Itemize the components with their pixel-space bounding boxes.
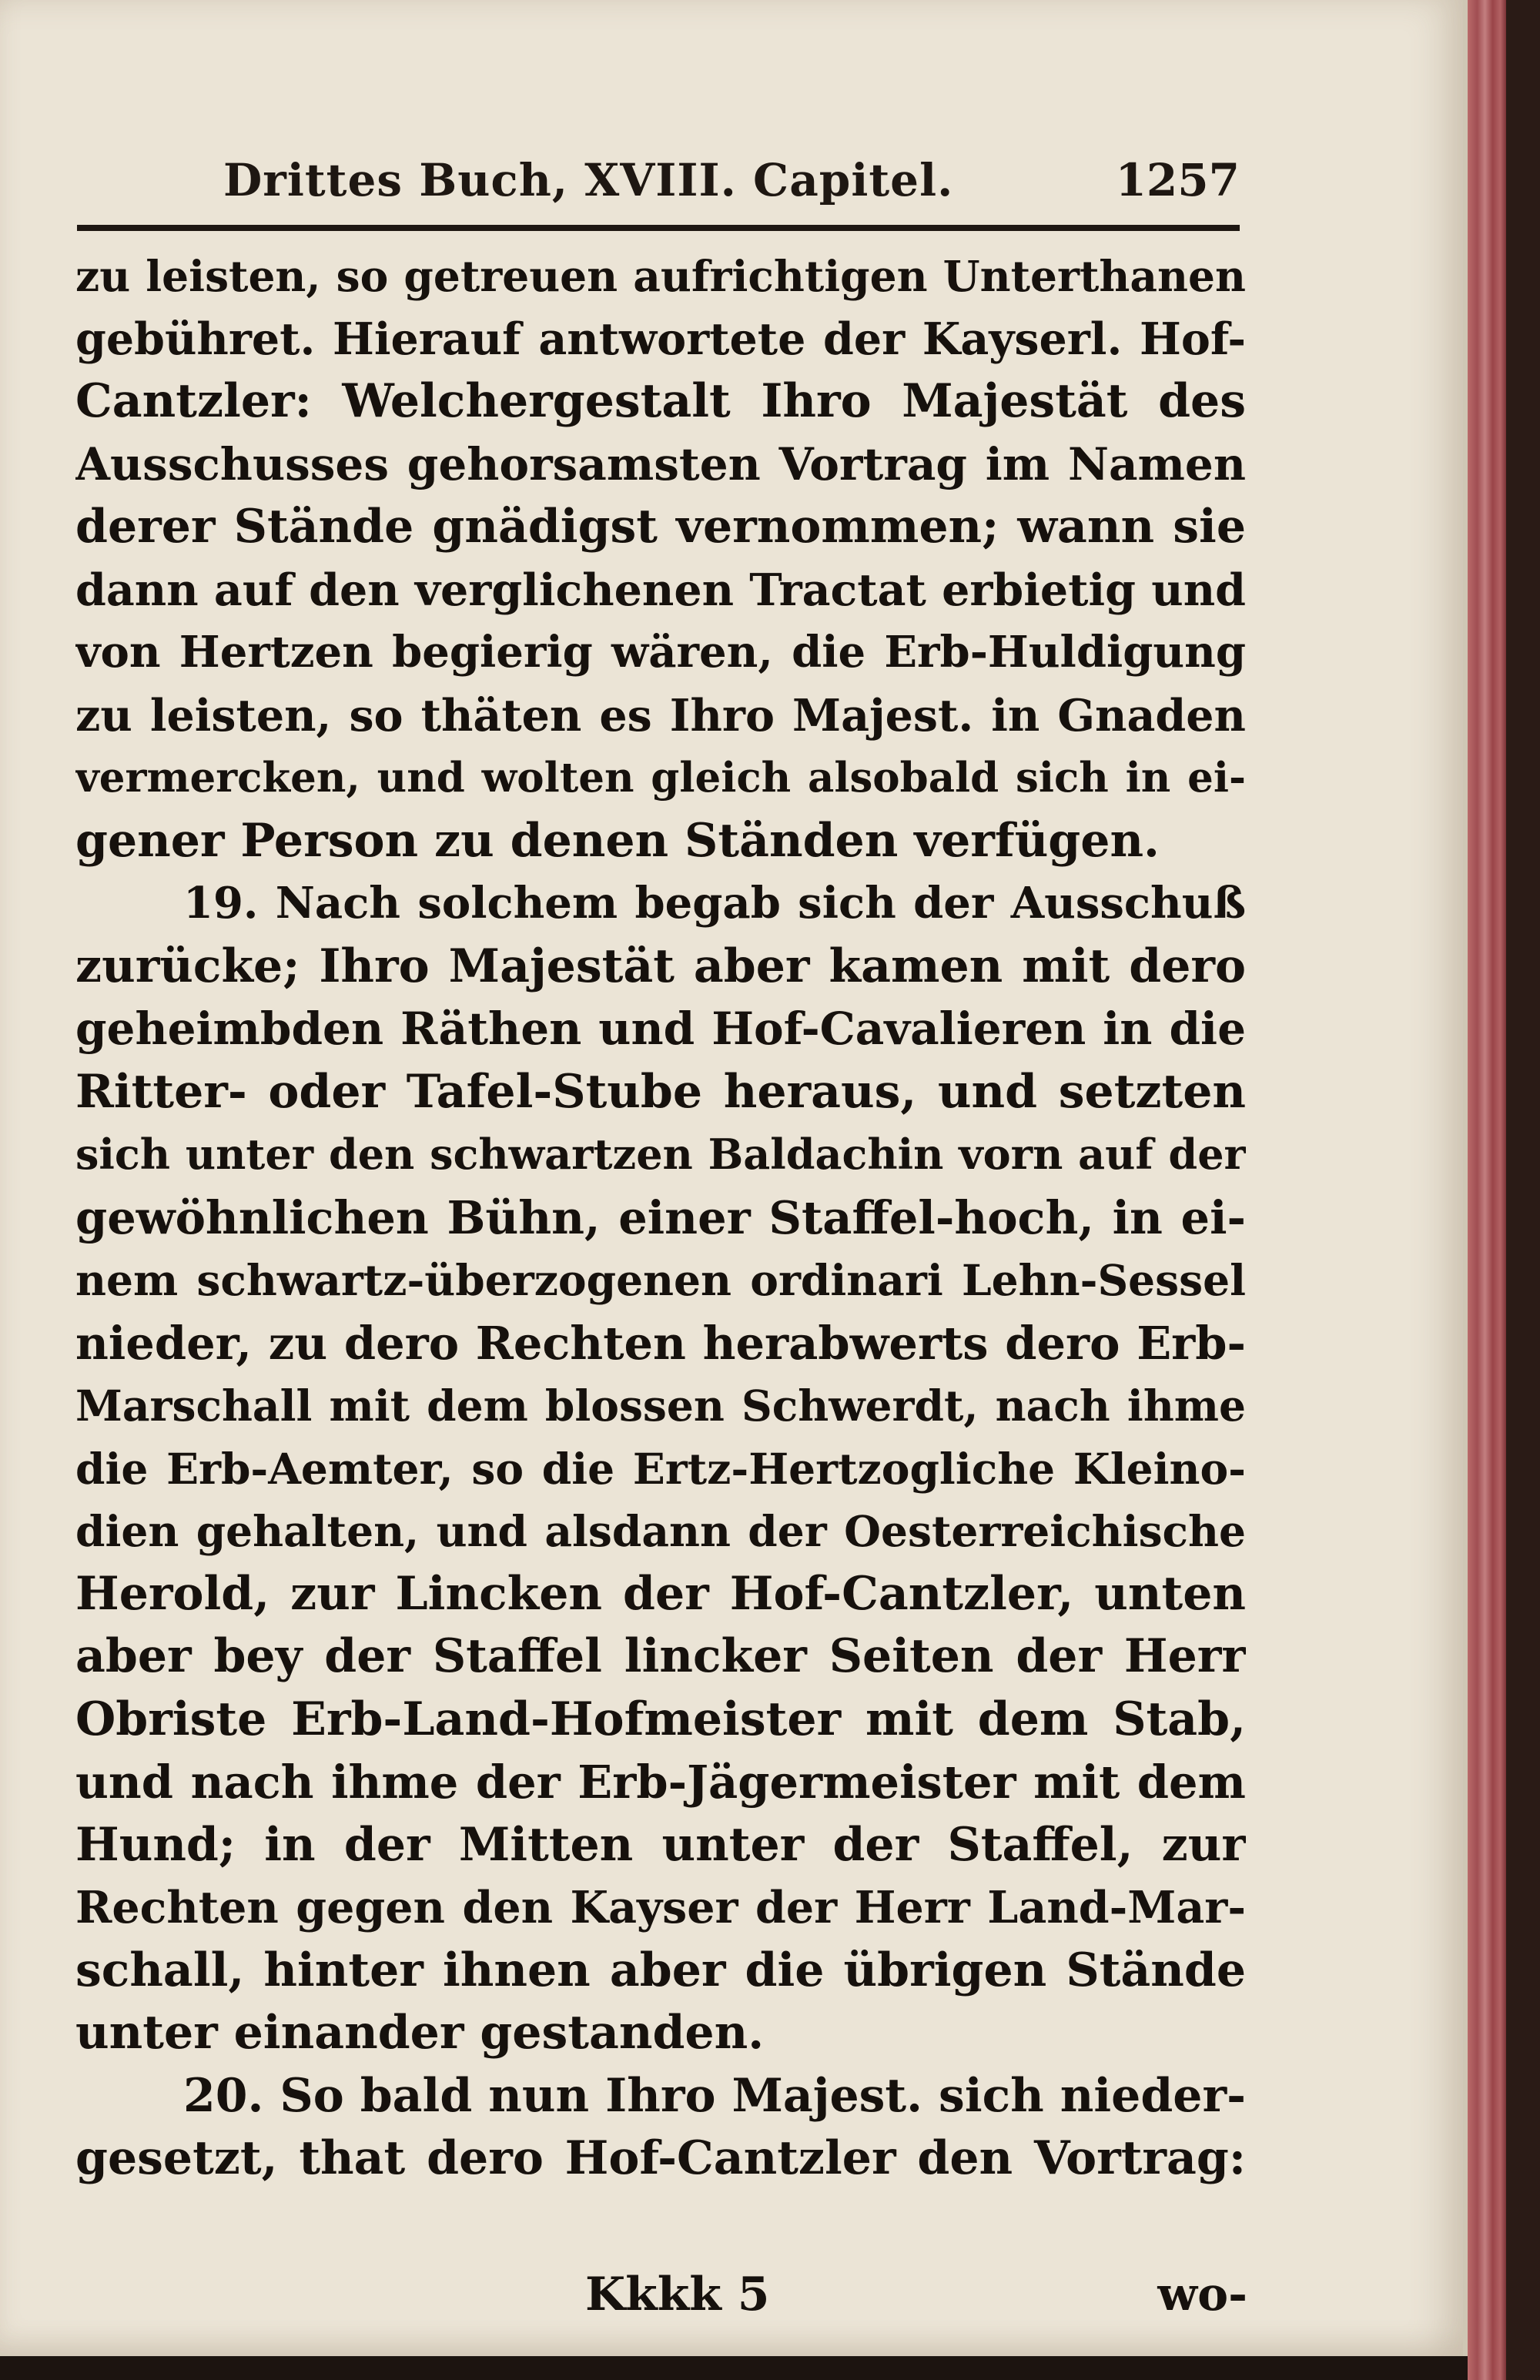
text-line: Marschall mit dem blossen Schwerdt, nach ihme: [75, 1381, 1246, 1431]
text-line: gebühret. Hierauf antwortete der Kayserl. Hof-: [75, 313, 1246, 365]
signature-mark: Kkkk 5: [585, 2268, 770, 2321]
text-line: Herold, zur Lincken der Hof-Cantzler, unten: [75, 1566, 1246, 1621]
text-line: und nach ihme der Erb-Jägermeister mit dem: [75, 1756, 1246, 1809]
text-line: zu leisten, so getreuen aufrichtigen Unterthanen: [75, 251, 1246, 301]
text-line: nem schwartz-überzogenen ordinari Lehn-Sessel: [75, 1255, 1246, 1305]
text-line: die Erb-Aemter, so die Ertz-Hertzogliche Kleino-: [75, 1443, 1246, 1494]
text-line: Hund; in der Mitten unter der Staffel, zur: [75, 1817, 1246, 1872]
text-line: Cantzler: Welchergestalt Ihro Majestät des: [75, 374, 1246, 428]
text-line: Rechten gegen den Kayser der Herr Land-Mar-: [75, 1882, 1246, 1933]
text-line: vermercken, und wolten gleich alsobald sich in ei-: [75, 754, 1246, 802]
text-line: geheimbden Räthen und Hof-Cavalieren in die: [75, 1003, 1246, 1055]
text-line: Ausschusses gehorsamsten Vortrag im Namen: [75, 437, 1246, 490]
page-edge-dark: [1506, 0, 1540, 2380]
page-footer: [585, 2268, 1247, 2329]
text-line: dien gehalten, und alsdann der Oesterreichische: [75, 1506, 1246, 1556]
running-header: [223, 154, 1240, 216]
body-text: [75, 245, 1246, 2191]
page-edge-red: [1468, 0, 1506, 2380]
text-line: gener Person zu denen Ständen verfügen.: [75, 813, 1160, 868]
text-line: schall, hinter ihnen aber die übrigen Stände: [75, 1943, 1246, 1997]
text-line: nieder, zu dero Rechten herabwerts dero Erb-: [75, 1316, 1246, 1370]
text-line: Ritter- oder Tafel-Stube heraus, und setzten: [75, 1064, 1246, 1119]
text-line: Obriste Erb-Land-Hofmeister mit dem Stab,: [75, 1692, 1246, 1746]
text-line: unter einander gestanden.: [75, 2006, 765, 2060]
running-title: Drittes Buch, XVIII. Capitel.: [223, 154, 954, 206]
text-line: gesetzt, that dero Hof-Cantzler den Vortrag:: [75, 2131, 1246, 2185]
text-line: zurücke; Ihro Majestät aber kamen mit dero: [75, 939, 1246, 993]
paragraph-20-start: 20. So bald nun Ihro Majest. sich nieder-: [183, 2068, 1246, 2123]
paragraph-19-start: 19. Nach solchem begab sich der Ausschuß: [183, 878, 1246, 929]
page-number: 1257: [1115, 154, 1240, 206]
header-rule: [77, 225, 1240, 231]
text-line: von Hertzen begierig wären, die Erb-Huldigung: [75, 627, 1246, 678]
text-line: gewöhnlichen Bühn, einer Staffel-hoch, in ei-: [75, 1190, 1246, 1244]
text-line: dann auf den verglichenen Tractat erbietig und: [75, 564, 1246, 616]
catchword: wo-: [1157, 2268, 1247, 2321]
text-line: sich unter den schwartzen Baldachin vorn auf der: [75, 1130, 1246, 1179]
text-line: aber bey der Staffel lincker Seiten der Herr: [75, 1629, 1246, 1683]
text-line: derer Stände gnädigst vernommen; wann sie: [75, 500, 1246, 554]
text-line: zu leisten, so thäten es Ihro Majest. in Gnaden: [75, 689, 1246, 741]
